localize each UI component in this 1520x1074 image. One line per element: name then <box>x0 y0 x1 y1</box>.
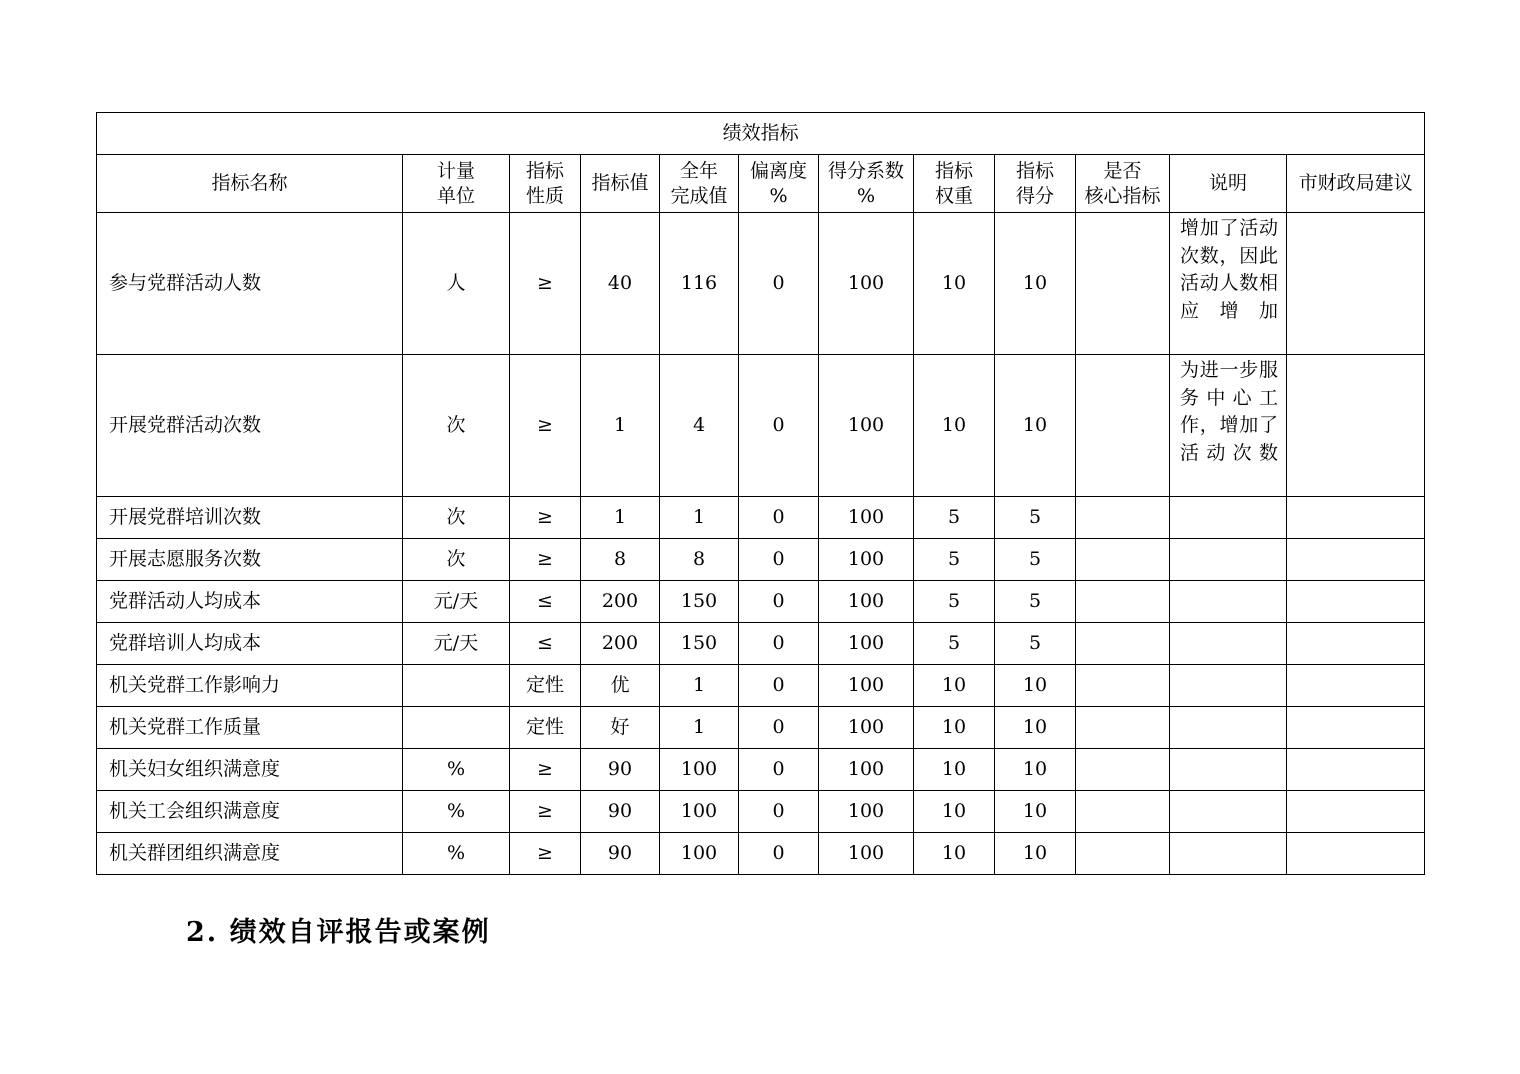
actual-value: 150 <box>660 623 739 665</box>
indicator-name: 机关党群工作质量 <box>97 707 403 749</box>
deviation-cell: 0 <box>739 355 819 497</box>
nature-cell: 定性 <box>510 707 581 749</box>
weight-cell: 10 <box>914 665 995 707</box>
actual-value: 8 <box>660 539 739 581</box>
header-target <box>581 155 660 213</box>
unit-cell: 人 <box>403 213 510 355</box>
target-value: 1 <box>581 497 660 539</box>
coef-cell: 100 <box>819 707 914 749</box>
table-row <box>97 749 1425 791</box>
column-header-line: % <box>769 184 788 207</box>
header-name <box>97 155 403 213</box>
table-row <box>97 497 1425 539</box>
column-header-line: 完成值 <box>670 184 728 207</box>
suggest-cell <box>1287 355 1425 497</box>
score-cell: 10 <box>995 355 1076 497</box>
column-header-line: 指标 <box>1015 159 1054 182</box>
header-nature <box>510 155 581 213</box>
header-score <box>995 155 1076 213</box>
coef-cell: 100 <box>819 791 914 833</box>
column-header-line: 核心指标 <box>1084 184 1161 207</box>
indicator-name: 机关群团组织满意度 <box>97 833 403 875</box>
note-cell <box>1170 707 1287 749</box>
score-cell: 5 <box>995 539 1076 581</box>
column-header-line: 市财政局建议 <box>1298 172 1413 194</box>
nature-cell: ≥ <box>510 833 581 875</box>
target-value: 90 <box>581 833 660 875</box>
table-title-row <box>97 113 1425 155</box>
column-header-line: 指标名称 <box>211 172 288 194</box>
unit-cell: 次 <box>403 355 510 497</box>
suggest-cell <box>1287 791 1425 833</box>
note-cell <box>1170 581 1287 623</box>
deviation-cell: 0 <box>739 665 819 707</box>
core-cell <box>1076 665 1170 707</box>
nature-cell: ≥ <box>510 213 581 355</box>
coef-cell: 100 <box>819 539 914 581</box>
core-cell <box>1076 749 1170 791</box>
actual-value: 150 <box>660 581 739 623</box>
note-cell <box>1170 833 1287 875</box>
coef-cell: 100 <box>819 623 914 665</box>
performance-indicator-table <box>96 112 1425 875</box>
unit-cell: % <box>403 749 510 791</box>
weight-cell: 10 <box>914 833 995 875</box>
actual-value: 1 <box>660 665 739 707</box>
actual-value: 4 <box>660 355 739 497</box>
note-cell <box>1170 623 1287 665</box>
table-row <box>97 581 1425 623</box>
core-cell <box>1076 623 1170 665</box>
section-title: 2. 绩效自评报告或案例 <box>186 917 491 948</box>
coef-cell: 100 <box>819 355 914 497</box>
core-cell <box>1076 497 1170 539</box>
nature-cell: ≤ <box>510 623 581 665</box>
deviation-cell: 0 <box>739 749 819 791</box>
column-header-line: 全年 <box>679 159 718 182</box>
note-cell <box>1170 749 1287 791</box>
unit-cell <box>403 707 510 749</box>
unit-cell: 元/天 <box>403 581 510 623</box>
target-value: 40 <box>581 213 660 355</box>
column-header-line: 指标值 <box>591 172 649 194</box>
indicator-name: 党群培训人均成本 <box>97 623 403 665</box>
column-header-line: % <box>856 184 876 207</box>
core-cell <box>1076 833 1170 875</box>
column-header-line: 指标 <box>934 159 973 182</box>
weight-cell: 10 <box>914 355 995 497</box>
suggest-cell <box>1287 707 1425 749</box>
header-unit <box>403 155 510 213</box>
note-cell <box>1170 497 1287 539</box>
deviation-cell: 0 <box>739 833 819 875</box>
actual-value: 100 <box>660 749 739 791</box>
header-coef <box>819 155 914 213</box>
indicator-name: 开展党群培训次数 <box>97 497 403 539</box>
coef-cell: 100 <box>819 749 914 791</box>
deviation-cell: 0 <box>739 707 819 749</box>
suggest-cell <box>1287 749 1425 791</box>
header-actual <box>660 155 739 213</box>
weight-cell: 10 <box>914 791 995 833</box>
unit-cell: 元/天 <box>403 623 510 665</box>
unit-cell: 次 <box>403 539 510 581</box>
score-cell: 5 <box>995 623 1076 665</box>
unit-cell: 次 <box>403 497 510 539</box>
column-header-line: 说明 <box>1208 172 1247 194</box>
column-header-line: 是否 <box>1103 159 1142 182</box>
score-cell: 10 <box>995 213 1076 355</box>
target-value: 1 <box>581 355 660 497</box>
score-cell: 10 <box>995 749 1076 791</box>
deviation-cell: 0 <box>739 539 819 581</box>
suggest-cell <box>1287 539 1425 581</box>
column-header-line: 权重 <box>934 184 973 207</box>
score-cell: 10 <box>995 791 1076 833</box>
nature-cell: ≥ <box>510 791 581 833</box>
actual-value: 100 <box>660 791 739 833</box>
note-cell: 为进一步服务中心工作，增加了活动次数 <box>1170 355 1287 497</box>
target-value: 好 <box>581 707 660 749</box>
note-cell <box>1170 791 1287 833</box>
coef-cell: 100 <box>819 581 914 623</box>
core-cell <box>1076 213 1170 355</box>
deviation-cell: 0 <box>739 623 819 665</box>
target-value: 90 <box>581 749 660 791</box>
suggest-cell <box>1287 581 1425 623</box>
column-header-line: 得分系数 <box>827 159 904 182</box>
score-cell: 10 <box>995 833 1076 875</box>
core-cell <box>1076 539 1170 581</box>
table-row <box>97 623 1425 665</box>
nature-cell: 定性 <box>510 665 581 707</box>
column-header-line: 得分 <box>1015 184 1054 207</box>
weight-cell: 5 <box>914 539 995 581</box>
table-row <box>97 539 1425 581</box>
weight-cell: 5 <box>914 497 995 539</box>
unit-cell: % <box>403 833 510 875</box>
score-cell: 10 <box>995 665 1076 707</box>
coef-cell: 100 <box>819 833 914 875</box>
table-row <box>97 355 1425 497</box>
nature-cell: ≥ <box>510 355 581 497</box>
unit-cell <box>403 665 510 707</box>
table-title: 绩效指标 <box>97 113 1425 155</box>
note-cell <box>1170 539 1287 581</box>
table-row <box>97 213 1425 355</box>
target-value: 90 <box>581 791 660 833</box>
header-core <box>1076 155 1170 213</box>
core-cell <box>1076 355 1170 497</box>
indicator-name: 机关工会组织满意度 <box>97 791 403 833</box>
table-row <box>97 791 1425 833</box>
weight-cell: 10 <box>914 707 995 749</box>
deviation-cell: 0 <box>739 791 819 833</box>
nature-cell: ≥ <box>510 749 581 791</box>
column-header-line: 性质 <box>525 184 564 207</box>
weight-cell: 10 <box>914 749 995 791</box>
weight-cell: 5 <box>914 623 995 665</box>
coef-cell: 100 <box>819 213 914 355</box>
score-cell: 10 <box>995 707 1076 749</box>
header-note <box>1170 155 1287 213</box>
column-header-line: 偏离度 <box>749 159 807 182</box>
suggest-cell <box>1287 497 1425 539</box>
column-header-line: 单位 <box>436 184 475 207</box>
weight-cell: 5 <box>914 581 995 623</box>
actual-value: 1 <box>660 707 739 749</box>
indicator-name: 开展党群活动次数 <box>97 355 403 497</box>
nature-cell: ≥ <box>510 539 581 581</box>
core-cell <box>1076 581 1170 623</box>
actual-value: 1 <box>660 497 739 539</box>
table-row <box>97 707 1425 749</box>
deviation-cell: 0 <box>739 581 819 623</box>
core-cell <box>1076 791 1170 833</box>
suggest-cell <box>1287 623 1425 665</box>
target-value: 8 <box>581 539 660 581</box>
nature-cell: ≥ <box>510 497 581 539</box>
note-cell <box>1170 665 1287 707</box>
target-value: 优 <box>581 665 660 707</box>
actual-value: 116 <box>660 213 739 355</box>
table-header-row <box>97 155 1425 213</box>
nature-cell: ≤ <box>510 581 581 623</box>
deviation-cell: 0 <box>739 213 819 355</box>
column-header-line: 计量 <box>436 159 475 182</box>
target-value: 200 <box>581 623 660 665</box>
table-row <box>97 665 1425 707</box>
target-value: 200 <box>581 581 660 623</box>
deviation-cell: 0 <box>739 497 819 539</box>
note-cell: 增加了活动次数，因此活动人数相应增加 <box>1170 213 1287 355</box>
indicator-name: 机关党群工作影响力 <box>97 665 403 707</box>
coef-cell: 100 <box>819 665 914 707</box>
header-suggest <box>1287 155 1425 213</box>
header-weight <box>914 155 995 213</box>
unit-cell: % <box>403 791 510 833</box>
score-cell: 5 <box>995 497 1076 539</box>
weight-cell: 10 <box>914 213 995 355</box>
indicator-name: 机关妇女组织满意度 <box>97 749 403 791</box>
indicator-name: 党群活动人均成本 <box>97 581 403 623</box>
suggest-cell <box>1287 833 1425 875</box>
indicator-name: 开展志愿服务次数 <box>97 539 403 581</box>
table-row <box>97 833 1425 875</box>
header-deviation <box>739 155 819 213</box>
core-cell <box>1076 707 1170 749</box>
coef-cell: 100 <box>819 497 914 539</box>
indicator-name: 参与党群活动人数 <box>97 213 403 355</box>
column-header-line: 指标 <box>525 159 564 182</box>
actual-value: 100 <box>660 833 739 875</box>
score-cell: 5 <box>995 581 1076 623</box>
suggest-cell <box>1287 665 1425 707</box>
suggest-cell <box>1287 213 1425 355</box>
